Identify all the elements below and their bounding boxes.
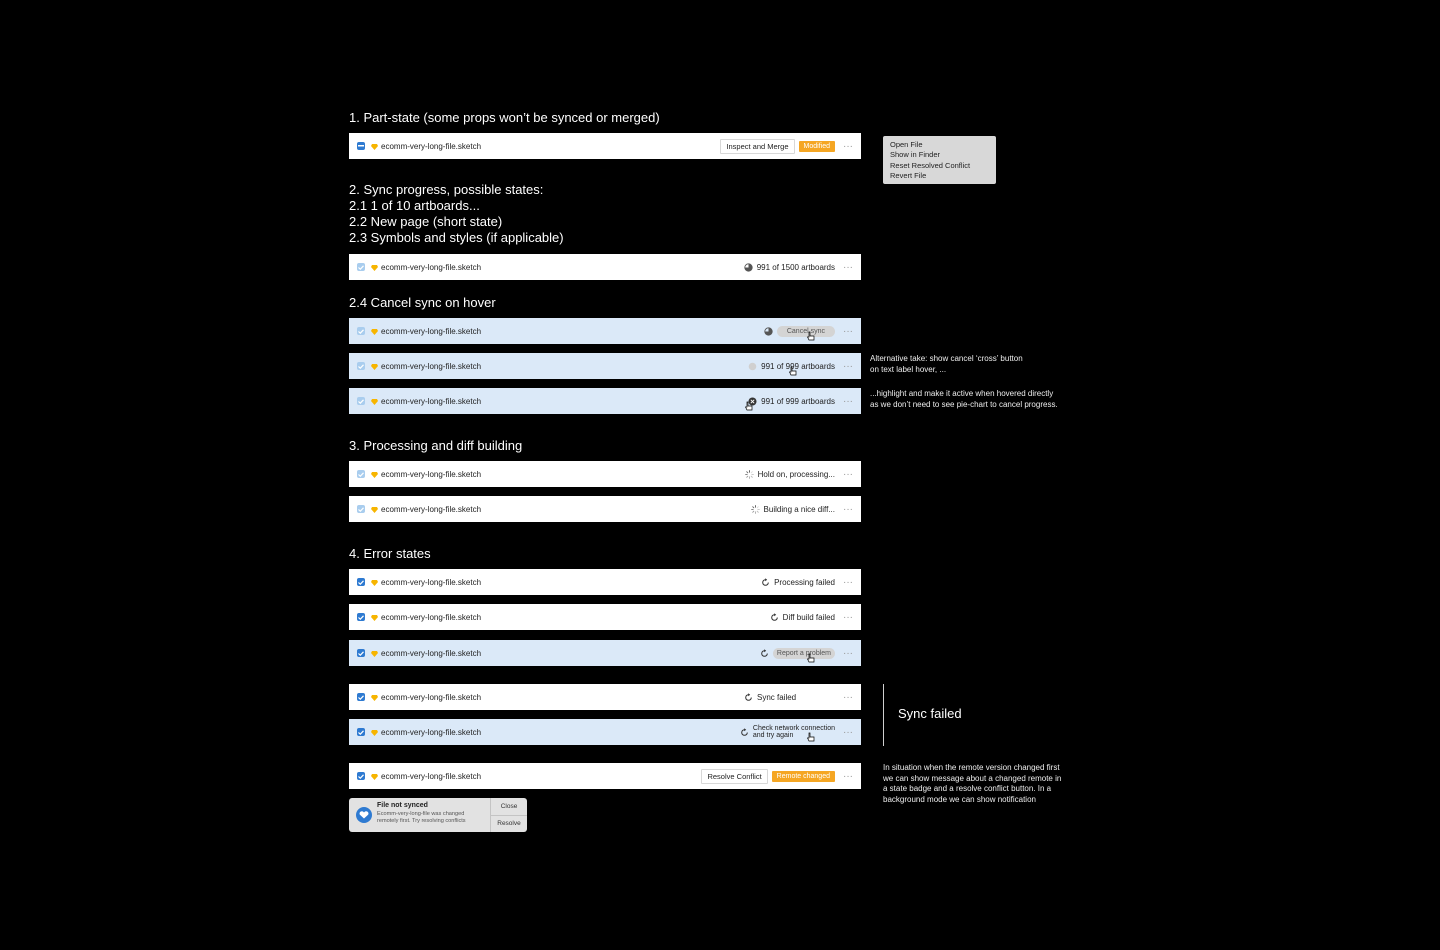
modified-badge: Modified [799,141,835,152]
sketch-gem-icon [371,328,378,334]
divider-line [883,684,884,746]
toast-resolve-button[interactable]: Resolve [497,820,521,828]
retry-icon[interactable] [760,649,769,658]
checkbox[interactable] [357,728,365,736]
checkbox[interactable] [357,327,365,335]
menu-item-open-file[interactable]: Open File [890,140,923,149]
sync-failed-title: Sync failed [898,706,962,721]
sketch-gem-icon [371,729,378,735]
file-name: ecomm-very-long-file.sketch [381,692,482,702]
spinner-icon [751,505,760,514]
status-text: 991 of 999 artboards [761,396,835,406]
toast-title: File not synced [377,802,428,809]
more-menu-icon[interactable]: ··· [843,576,853,588]
spinner-icon [745,470,754,479]
status-text: Check network connection and try again [752,725,835,739]
sketch-gem-icon [371,143,378,149]
toast-message: Ecomm-very-long-file was changed remotely first. Try resolving conflicts [377,811,466,824]
sketch-gem-icon [371,264,378,270]
more-menu-icon[interactable]: ··· [843,261,853,273]
section-3-title: 3. Processing and diff building [349,438,523,453]
file-row-part-state[interactable] [349,133,861,159]
section-2-4-title: 2.4 Cancel sync on hover [349,295,496,310]
hand-cursor-icon [789,366,797,376]
more-menu-icon[interactable]: ··· [843,770,853,782]
status-text: Processing failed [774,577,835,587]
retry-icon[interactable] [744,693,753,702]
report-problem-button[interactable]: Report a problem [773,648,835,659]
more-menu-icon[interactable]: ··· [843,647,853,659]
alt-take-note: Alternative take: show cancel ‘cross’ button on text label hover, ... [870,354,1023,374]
menu-item-revert-file[interactable]: Revert File [890,171,927,181]
status-text: 991 of 1500 artboards [756,262,835,272]
checkbox[interactable] [357,470,365,478]
section-2-title: 2. Sync progress, possible states: 2.1 1 of 10 artboards... 2.2 New page (short state) 2.3 Symbols and styles (if applicable) [349,182,564,245]
section-1-title: 1. Part-state (some props won’t be synced or merged) [349,110,660,125]
hand-cursor-icon [745,401,753,411]
file-row-cancel-on-label-hover[interactable] [349,353,861,379]
file-row-building-diff[interactable] [349,496,861,522]
file-row-sync-progress[interactable] [349,254,861,280]
more-menu-icon[interactable]: ··· [843,325,853,337]
checkbox[interactable] [357,397,365,405]
pie-progress-icon [744,263,753,272]
file-name: ecomm-very-long-file.sketch [381,648,482,658]
checkbox[interactable] [357,505,365,513]
checkbox[interactable] [357,578,365,586]
file-name: ecomm-very-long-file.sketch [381,771,482,781]
hand-cursor-icon [807,732,815,742]
status-text: Sync failed [757,692,797,702]
checkbox[interactable] [357,693,365,701]
file-row-remote-changed[interactable] [349,763,861,789]
more-menu-icon[interactable]: ··· [843,395,853,407]
inspect-and-merge-button[interactable]: Inspect and Merge [720,139,794,154]
more-menu-icon[interactable]: ··· [843,140,853,152]
file-name: ecomm-very-long-file.sketch [381,504,482,514]
file-name: ecomm-very-long-file.sketch [381,469,482,479]
checkbox-mixed[interactable] [357,142,365,150]
more-menu-icon[interactable]: ··· [843,503,853,515]
file-name: ecomm-very-long-file.sketch [381,262,482,272]
notification-toast [349,798,527,832]
menu-item-reset-resolved-conflict[interactable]: Reset Resolved Conflict [890,160,971,170]
sketch-gem-icon [371,398,378,404]
menu-item-show-in-finder[interactable]: Show in Finder [890,150,941,160]
sketch-gem-icon [371,773,378,779]
file-name: ecomm-very-long-file.sketch [381,612,482,622]
hand-cursor-icon [807,653,815,663]
sketch-gem-icon [371,650,378,656]
sketch-gem-icon [371,471,378,477]
status-text: Diff build failed [782,612,835,622]
more-menu-icon[interactable]: ··· [843,360,853,372]
file-name: ecomm-very-long-file.sketch [381,396,482,406]
file-name: ecomm-very-long-file.sketch [381,326,482,336]
file-row-cancel-on-icon-hover[interactable] [349,388,861,414]
status-text: Building a nice diff... [763,504,835,514]
cancel-circle-icon[interactable] [748,362,757,371]
checkbox[interactable] [357,772,365,780]
checkbox[interactable] [357,362,365,370]
file-row-diff-build-failed[interactable] [349,604,861,630]
file-row-processing-failed[interactable] [349,569,861,595]
file-name: ecomm-very-long-file.sketch [381,727,482,737]
pie-progress-icon [764,327,773,336]
context-menu [883,136,996,184]
file-row-sync-failed[interactable] [349,684,861,710]
file-row-report-problem[interactable] [349,640,861,666]
more-menu-icon[interactable]: ··· [843,468,853,480]
checkbox[interactable] [357,649,365,657]
sketch-gem-icon [371,694,378,700]
checkbox[interactable] [357,263,365,271]
checkbox[interactable] [357,613,365,621]
remote-changed-badge: Remote changed [772,771,835,782]
file-row-check-network[interactable] [349,719,861,745]
status-text: Hold on, processing... [757,469,835,479]
file-row-cancel-sync[interactable] [349,318,861,344]
section-4-title: 4. Error states [349,546,431,561]
more-menu-icon[interactable]: ··· [843,726,853,738]
status-text[interactable]: 991 of 999 artboards [761,361,835,371]
retry-icon[interactable] [761,578,770,587]
app-icon [356,807,372,823]
retry-icon[interactable] [770,613,779,622]
more-menu-icon[interactable]: ··· [843,691,853,703]
resolve-conflict-button[interactable]: Resolve Conflict [701,769,767,784]
sketch-gem-icon [371,579,378,585]
file-name: ecomm-very-long-file.sketch [381,141,482,151]
sketch-gem-icon [371,363,378,369]
file-name: ecomm-very-long-file.sketch [381,361,482,371]
toast-close-button[interactable]: Close [491,798,527,816]
retry-icon[interactable] [740,728,749,737]
sketch-gem-icon [371,614,378,620]
sketch-gem-icon [371,506,378,512]
more-menu-icon[interactable]: ··· [843,611,853,623]
cancel-sync-button[interactable]: Cancel sync [777,326,835,337]
file-name: ecomm-very-long-file.sketch [381,577,482,587]
hand-cursor-icon [807,331,815,341]
file-row-processing[interactable] [349,461,861,487]
highlight-note: ...highlight and make it active when hovered directly as we don’t need to see pie-chart to cancel progress. [870,389,1058,409]
remote-changed-note: In situation when the remote version changed first we can show message about a changed remote in a state badge and a resolve conflict button. In a background mode we can show notification [883,763,1062,804]
